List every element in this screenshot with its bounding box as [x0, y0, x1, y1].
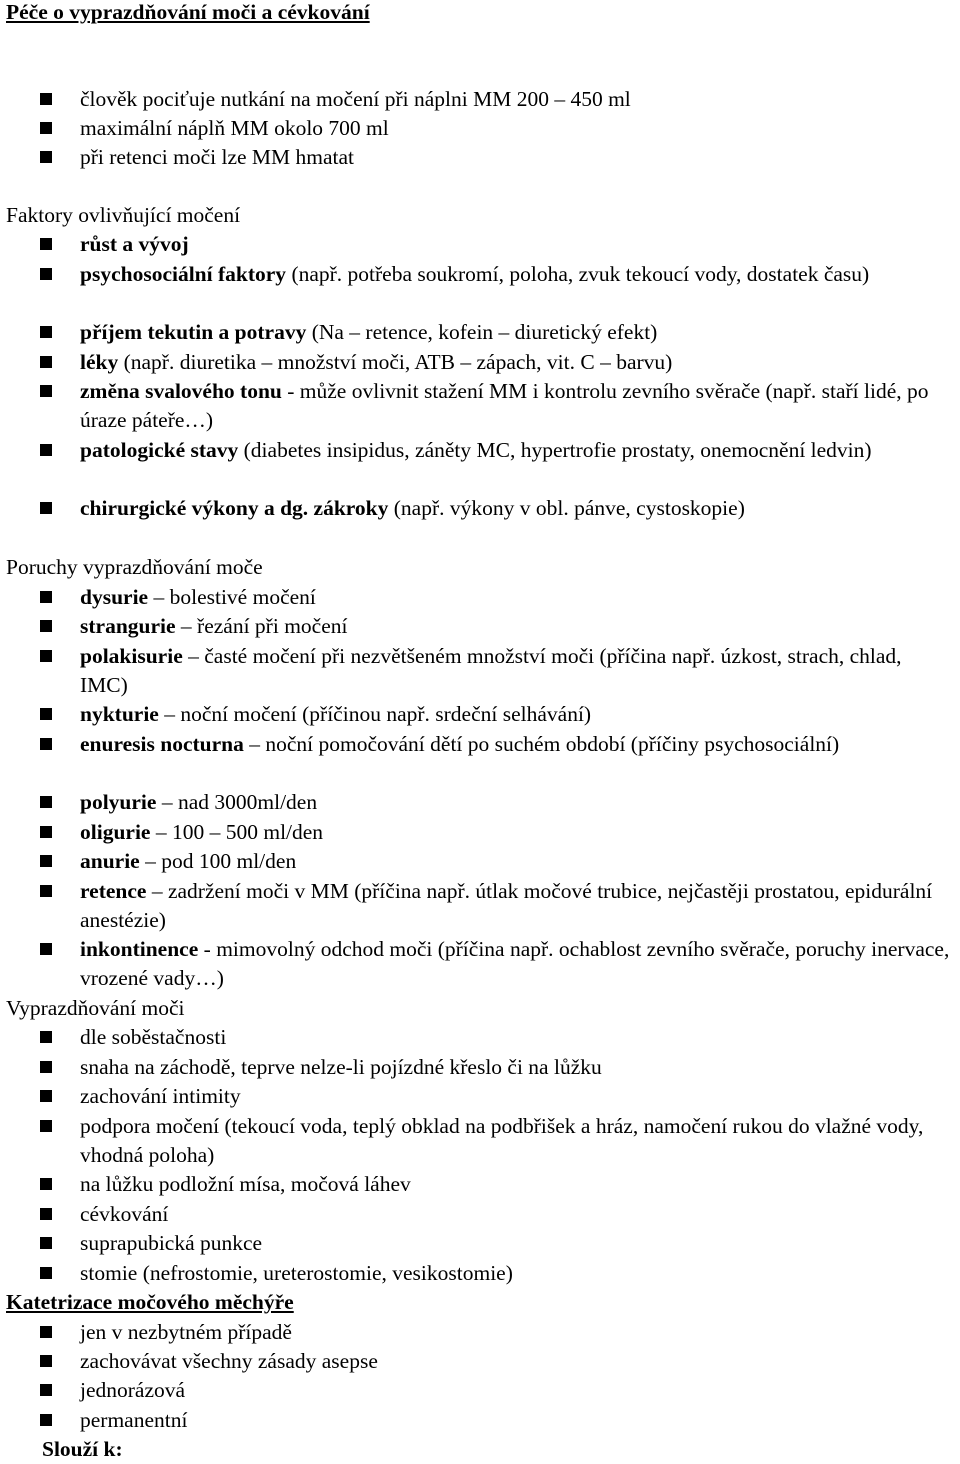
- square-bullet-icon: [40, 1090, 52, 1102]
- item-text: jednorázová: [80, 1378, 186, 1402]
- item-term: anurie: [80, 849, 140, 873]
- square-bullet-icon: [40, 1384, 52, 1396]
- item-term: retence: [80, 879, 147, 903]
- list-item: [80, 260, 952, 289]
- list-item: [80, 1406, 952, 1435]
- square-bullet-icon: [40, 650, 52, 662]
- item-text: (diabetes insipidus, záněty MC, hypertrofie prostaty, onemocnění ledvin): [238, 438, 872, 462]
- item-text: při retenci moči lze MM hmatat: [80, 145, 355, 169]
- item-term: dysurie: [80, 585, 149, 609]
- list-item: [80, 143, 952, 172]
- item-text: – řezání při močení: [175, 614, 348, 638]
- list-item: [80, 700, 952, 729]
- list-item: [80, 1170, 952, 1199]
- item-text: zachování intimity: [80, 1084, 241, 1108]
- list-item: [80, 436, 952, 465]
- square-bullet-icon: [40, 738, 52, 750]
- list-item: [80, 877, 952, 936]
- square-bullet-icon: [40, 885, 52, 897]
- item-text: člověk pociťuje nutkání na močení při náplni MM 200 – 450 ml: [80, 87, 631, 111]
- item-text: – nad 3000ml/den: [156, 790, 318, 814]
- item-term: příjem tekutin a potravy: [80, 320, 307, 344]
- square-bullet-icon: [40, 1208, 52, 1220]
- item-text: jen v nezbytném případě: [80, 1320, 292, 1344]
- square-bullet-icon: [40, 444, 52, 456]
- list-item: [80, 1318, 952, 1347]
- item-text: – zadržení moči v MM (příčina např. útlak močové trubice, nejčastěji prostatou, epidurální anestézie): [80, 879, 933, 933]
- item-term: polyurie: [80, 790, 157, 814]
- list-item: [80, 377, 952, 436]
- list-item: [80, 1376, 952, 1405]
- item-text: permanentní: [80, 1408, 188, 1432]
- list-item: [80, 1347, 952, 1376]
- item-text: zachovávat všechny zásady asepse: [80, 1349, 378, 1373]
- item-text: maximální náplň MM okolo 700 ml: [80, 116, 389, 140]
- item-text: dle soběstačnosti: [80, 1025, 227, 1049]
- square-bullet-icon: [40, 943, 52, 955]
- square-bullet-icon: [40, 1031, 52, 1043]
- list-item: [80, 583, 952, 612]
- item-text: – pod 100 ml/den: [139, 849, 297, 873]
- section-heading-poruchy: Poruchy vyprazdňování moče: [6, 555, 263, 579]
- item-term: enuresis nocturna: [80, 732, 244, 756]
- item-text: podpora močení (tekoucí voda, teplý obklad na podbřišek a hráz, namočení rukou do vlažné vody, vhodná poloha): [80, 1114, 924, 1168]
- item-text: – noční močení (příčinou např. srdeční selhávání): [158, 702, 592, 726]
- page-title: Péče o vyprazdňování moči a cévkování: [6, 0, 370, 24]
- list-item: [80, 1200, 952, 1229]
- list-item: [80, 1082, 952, 1111]
- item-text: - může ovlivnit stažení MM i kontrolu zevního svěrače (např. staří lidé, po úraze páteře…): [80, 379, 929, 433]
- square-bullet-icon: [40, 708, 52, 720]
- list-item: [80, 230, 952, 259]
- item-term: změna svalového tonu: [80, 379, 282, 403]
- item-text: suprapubická punkce: [80, 1231, 263, 1255]
- list-item: [80, 85, 952, 114]
- list-item: [80, 494, 952, 523]
- item-text: (např. výkony v obl. pánve, cystoskopie): [388, 496, 745, 520]
- subheading-slouzi: Slouží k:: [42, 1437, 123, 1461]
- item-term: růst a vývoj: [80, 232, 189, 256]
- item-text: snaha na záchodě, teprve nelze-li pojízdné křeslo či na lůžku: [80, 1055, 602, 1079]
- square-bullet-icon: [40, 796, 52, 808]
- square-bullet-icon: [40, 1326, 52, 1338]
- item-term: oligurie: [80, 820, 151, 844]
- square-bullet-icon: [40, 268, 52, 280]
- item-text: - mimovolný odchod moči (příčina např. ochablost zevního svěrače, poruchy inervace, vrozené vady…): [80, 937, 950, 991]
- item-text: stomie (nefrostomie, ureterostomie, vesikostomie): [80, 1261, 513, 1285]
- section-heading-vyprazdnovani: Vyprazdňování moči: [6, 996, 185, 1020]
- list-item: [80, 1053, 952, 1082]
- item-text: – noční pomočování dětí po suchém období (příčiny psychosociální): [243, 732, 840, 756]
- list-item: [80, 1023, 952, 1052]
- square-bullet-icon: [40, 93, 52, 105]
- square-bullet-icon: [40, 1237, 52, 1249]
- square-bullet-icon: [40, 385, 52, 397]
- item-term: polakisurie: [80, 644, 183, 668]
- square-bullet-icon: [40, 326, 52, 338]
- list-item: [80, 1259, 952, 1288]
- square-bullet-icon: [40, 620, 52, 632]
- square-bullet-icon: [40, 1267, 52, 1279]
- item-term: psychosociální faktory: [80, 262, 287, 286]
- item-text: (např. potřeba soukromí, poloha, zvuk tekoucí vody, dostatek času): [286, 262, 870, 286]
- list-item: [80, 348, 952, 377]
- list-item: [80, 318, 952, 347]
- item-text: (např. diuretika – množství moči, ATB – zápach, vit. C – barvu): [118, 350, 673, 374]
- list-item: [80, 847, 952, 876]
- square-bullet-icon: [40, 1120, 52, 1132]
- item-text: cévkování: [80, 1202, 169, 1226]
- list-item: [80, 612, 952, 641]
- list-item: [80, 730, 952, 759]
- section-heading-faktory: Faktory ovlivňující močení: [6, 203, 241, 227]
- square-bullet-icon: [40, 826, 52, 838]
- item-text: na lůžku podložní mísa, močová láhev: [80, 1172, 411, 1196]
- square-bullet-icon: [40, 502, 52, 514]
- item-text: – 100 – 500 ml/den: [150, 820, 324, 844]
- list-item: [80, 642, 952, 701]
- square-bullet-icon: [40, 1061, 52, 1073]
- square-bullet-icon: [40, 1355, 52, 1367]
- square-bullet-icon: [40, 1178, 52, 1190]
- item-term: strangurie: [80, 614, 176, 638]
- item-term: patologické stavy: [80, 438, 239, 462]
- square-bullet-icon: [40, 1414, 52, 1426]
- square-bullet-icon: [40, 151, 52, 163]
- list-item: [80, 788, 952, 817]
- list-item: [80, 935, 952, 994]
- item-text: – časté močení při nezvětšeném množství moči (příčina např. úzkost, strach, chlad, IMC): [80, 644, 902, 698]
- item-term: nykturie: [80, 702, 159, 726]
- square-bullet-icon: [40, 356, 52, 368]
- item-term: inkontinence: [80, 937, 199, 961]
- list-item: [80, 1229, 952, 1258]
- square-bullet-icon: [40, 855, 52, 867]
- list-item: [80, 818, 952, 847]
- list-item: [80, 114, 952, 143]
- section-heading-katetrizace: Katetrizace močového měchýře: [6, 1290, 294, 1314]
- square-bullet-icon: [40, 122, 52, 134]
- square-bullet-icon: [40, 591, 52, 603]
- list-item: [80, 1112, 952, 1171]
- item-text: (Na – retence, kofein – diuretický efekt): [306, 320, 658, 344]
- item-text: – bolestivé močení: [148, 585, 316, 609]
- item-term: chirurgické výkony a dg. zákroky: [80, 496, 389, 520]
- square-bullet-icon: [40, 238, 52, 250]
- item-term: léky: [80, 350, 119, 374]
